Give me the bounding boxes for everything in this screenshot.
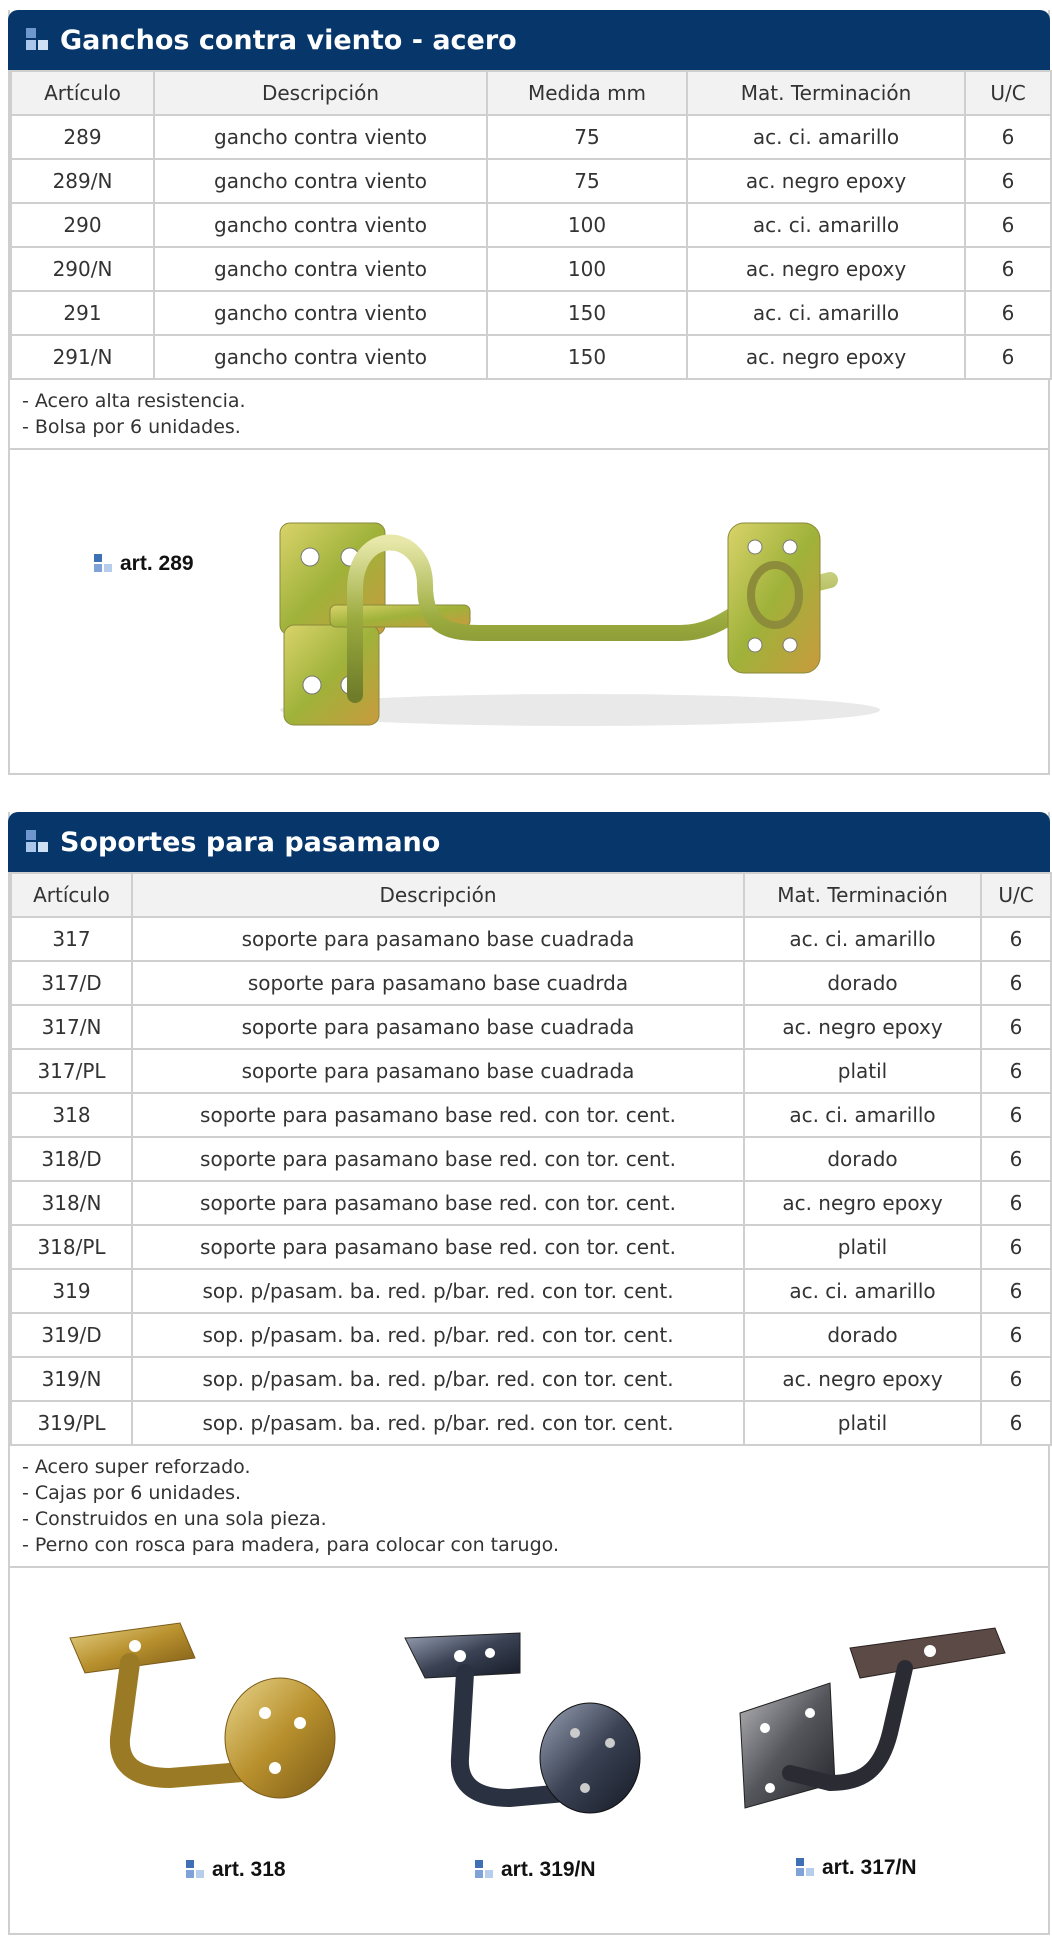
table-row <box>11 1137 1051 1181</box>
table-cell: 319/N <box>11 1357 132 1401</box>
table-row <box>11 115 1051 159</box>
column-header: Artículo <box>11 71 154 115</box>
square-bullet-icon <box>186 1860 206 1880</box>
table-cell: sop. p/pasam. ba. red. p/bar. red. con tor. cent. <box>132 1269 744 1313</box>
bracket-317n-photo <box>730 1623 1020 1833</box>
table-cell: 6 <box>981 1269 1051 1313</box>
table-row <box>11 1049 1051 1093</box>
table-cell: soporte para pasamano base cuadrada <box>132 1005 744 1049</box>
table-cell: platil <box>744 1049 981 1093</box>
table-row <box>11 961 1051 1005</box>
table-cell: sop. p/pasam. ba. red. p/bar. red. con tor. cent. <box>132 1357 744 1401</box>
square-bullet-icon <box>796 1858 816 1878</box>
product-table <box>10 872 1052 1446</box>
table-row <box>11 335 1051 379</box>
table-cell: 6 <box>965 291 1051 335</box>
table-cell: 6 <box>981 1049 1051 1093</box>
table-row <box>11 1181 1051 1225</box>
square-bullet-icon <box>475 1860 495 1880</box>
column-header: Mat. Terminación <box>687 71 965 115</box>
table-cell: 319/D <box>11 1313 132 1357</box>
bracket-318-photo <box>60 1618 360 1828</box>
note-line: - Perno con rosca para madera, para colocar con tarugo. <box>22 1534 559 1556</box>
table-cell: gancho contra viento <box>154 247 487 291</box>
table-cell: 317/PL <box>11 1049 132 1093</box>
photo-caption: art. 317/N <box>796 1856 917 1880</box>
column-header: Medida mm <box>487 71 687 115</box>
table-cell: 6 <box>981 1181 1051 1225</box>
table-cell: soporte para pasamano base red. con tor. cent. <box>132 1181 744 1225</box>
table-row <box>11 247 1051 291</box>
table-cell: platil <box>744 1225 981 1269</box>
table-cell: ac. negro epoxy <box>744 1005 981 1049</box>
table-cell: soporte para pasamano base cuadrada <box>132 1049 744 1093</box>
table-cell: ac. ci. amarillo <box>687 291 965 335</box>
table-cell: gancho contra viento <box>154 291 487 335</box>
table-cell: 6 <box>965 203 1051 247</box>
column-header: Descripción <box>132 873 744 917</box>
table-cell: 6 <box>965 335 1051 379</box>
section-header <box>8 10 1050 70</box>
table-cell: 6 <box>981 1005 1051 1049</box>
table-cell: gancho contra viento <box>154 159 487 203</box>
table-cell: 318/PL <box>11 1225 132 1269</box>
notes <box>10 380 1048 450</box>
table-cell: 319 <box>11 1269 132 1313</box>
photo-caption: art. 319/N <box>475 1858 596 1882</box>
column-header: U/C <box>981 873 1051 917</box>
table-cell: dorado <box>744 961 981 1005</box>
bracket-319n-photo <box>390 1628 660 1838</box>
table-cell: platil <box>744 1401 981 1445</box>
table-cell: ac. ci. amarillo <box>687 203 965 247</box>
table-cell: 6 <box>965 247 1051 291</box>
table-cell: 318/D <box>11 1137 132 1181</box>
table-row <box>11 159 1051 203</box>
section-title: Ganchos contra viento - acero <box>60 24 517 56</box>
table-cell: 6 <box>981 1357 1051 1401</box>
table-cell: dorado <box>744 1137 981 1181</box>
table-cell: 6 <box>981 1093 1051 1137</box>
table-cell: 150 <box>487 291 687 335</box>
table-cell: ac. negro epoxy <box>744 1181 981 1225</box>
photo-caption: art. 318 <box>186 1858 286 1882</box>
table-cell: ac. ci. amarillo <box>687 115 965 159</box>
photo-area <box>10 450 1048 768</box>
table-cell: ac. negro epoxy <box>687 247 965 291</box>
column-header: U/C <box>965 71 1051 115</box>
table-cell: 318 <box>11 1093 132 1137</box>
table-cell: 291/N <box>11 335 154 379</box>
table-cell: ac. negro epoxy <box>687 335 965 379</box>
table-cell: 6 <box>981 961 1051 1005</box>
table-cell: 6 <box>981 1313 1051 1357</box>
notes <box>10 1446 1048 1568</box>
table-cell: sop. p/pasam. ba. red. p/bar. red. con tor. cent. <box>132 1401 744 1445</box>
photo-area <box>10 1568 1048 1936</box>
table-cell: 75 <box>487 115 687 159</box>
table-row <box>11 1357 1051 1401</box>
table-cell: 290 <box>11 203 154 247</box>
table-cell: soporte para pasamano base red. con tor. cent. <box>132 1093 744 1137</box>
ganchos-section <box>8 10 1050 775</box>
table-row <box>11 1005 1051 1049</box>
table-cell: gancho contra viento <box>154 115 487 159</box>
table-cell: sop. p/pasam. ba. red. p/bar. red. con tor. cent. <box>132 1313 744 1357</box>
section-header <box>8 812 1050 872</box>
table-cell: 318/N <box>11 1181 132 1225</box>
table-row <box>11 1401 1051 1445</box>
table-cell: ac. negro epoxy <box>687 159 965 203</box>
table-cell: ac. negro epoxy <box>744 1357 981 1401</box>
table-cell: 289/N <box>11 159 154 203</box>
column-header: Mat. Terminación <box>744 873 981 917</box>
product-table <box>10 70 1052 380</box>
note-line: - Acero alta resistencia. <box>22 390 246 412</box>
table-cell: 289 <box>11 115 154 159</box>
table-cell: ac. ci. amarillo <box>744 917 981 961</box>
table-row <box>11 1269 1051 1313</box>
note-line: - Construidos en una sola pieza. <box>22 1508 327 1530</box>
note-line: - Acero super reforzado. <box>22 1456 251 1478</box>
table-cell: 6 <box>981 1401 1051 1445</box>
column-header: Artículo <box>11 873 132 917</box>
square-bullet-icon <box>94 554 114 574</box>
table-cell: 317 <box>11 917 132 961</box>
hook-photo <box>250 505 890 745</box>
table-cell: soporte para pasamano base cuadrda <box>132 961 744 1005</box>
table-row <box>11 1093 1051 1137</box>
table-cell: 100 <box>487 247 687 291</box>
table-cell: 150 <box>487 335 687 379</box>
table-row <box>11 203 1051 247</box>
table-cell: soporte para pasamano base red. con tor. cent. <box>132 1225 744 1269</box>
table-cell: soporte para pasamano base cuadrada <box>132 917 744 961</box>
table-cell: 317/N <box>11 1005 132 1049</box>
table-cell: 291 <box>11 291 154 335</box>
table-cell: 6 <box>965 159 1051 203</box>
table-row <box>11 917 1051 961</box>
table-row <box>11 1313 1051 1357</box>
table-cell: 6 <box>981 1137 1051 1181</box>
soportes-section <box>8 812 1050 1935</box>
table-row <box>11 1225 1051 1269</box>
table-cell: 6 <box>981 917 1051 961</box>
table-cell: 6 <box>981 1225 1051 1269</box>
table-cell: 100 <box>487 203 687 247</box>
note-line: - Cajas por 6 unidades. <box>22 1482 242 1504</box>
table-cell: soporte para pasamano base red. con tor. cent. <box>132 1137 744 1181</box>
note-line: - Bolsa por 6 unidades. <box>22 416 241 438</box>
column-header: Descripción <box>154 71 487 115</box>
table-cell: ac. ci. amarillo <box>744 1093 981 1137</box>
table-cell: gancho contra viento <box>154 203 487 247</box>
section-title: Soportes para pasamano <box>60 826 441 858</box>
table-cell: ac. ci. amarillo <box>744 1269 981 1313</box>
table-cell: gancho contra viento <box>154 335 487 379</box>
table-cell: 75 <box>487 159 687 203</box>
table-cell: 317/D <box>11 961 132 1005</box>
square-bullet-icon <box>26 830 50 854</box>
table-header-row <box>11 873 1051 917</box>
table-cell: 6 <box>965 115 1051 159</box>
table-row <box>11 291 1051 335</box>
table-cell: 319/PL <box>11 1401 132 1445</box>
square-bullet-icon <box>26 28 50 52</box>
table-cell: 290/N <box>11 247 154 291</box>
photo-caption: art. 289 <box>94 552 194 576</box>
table-cell: dorado <box>744 1313 981 1357</box>
table-header-row <box>11 71 1051 115</box>
